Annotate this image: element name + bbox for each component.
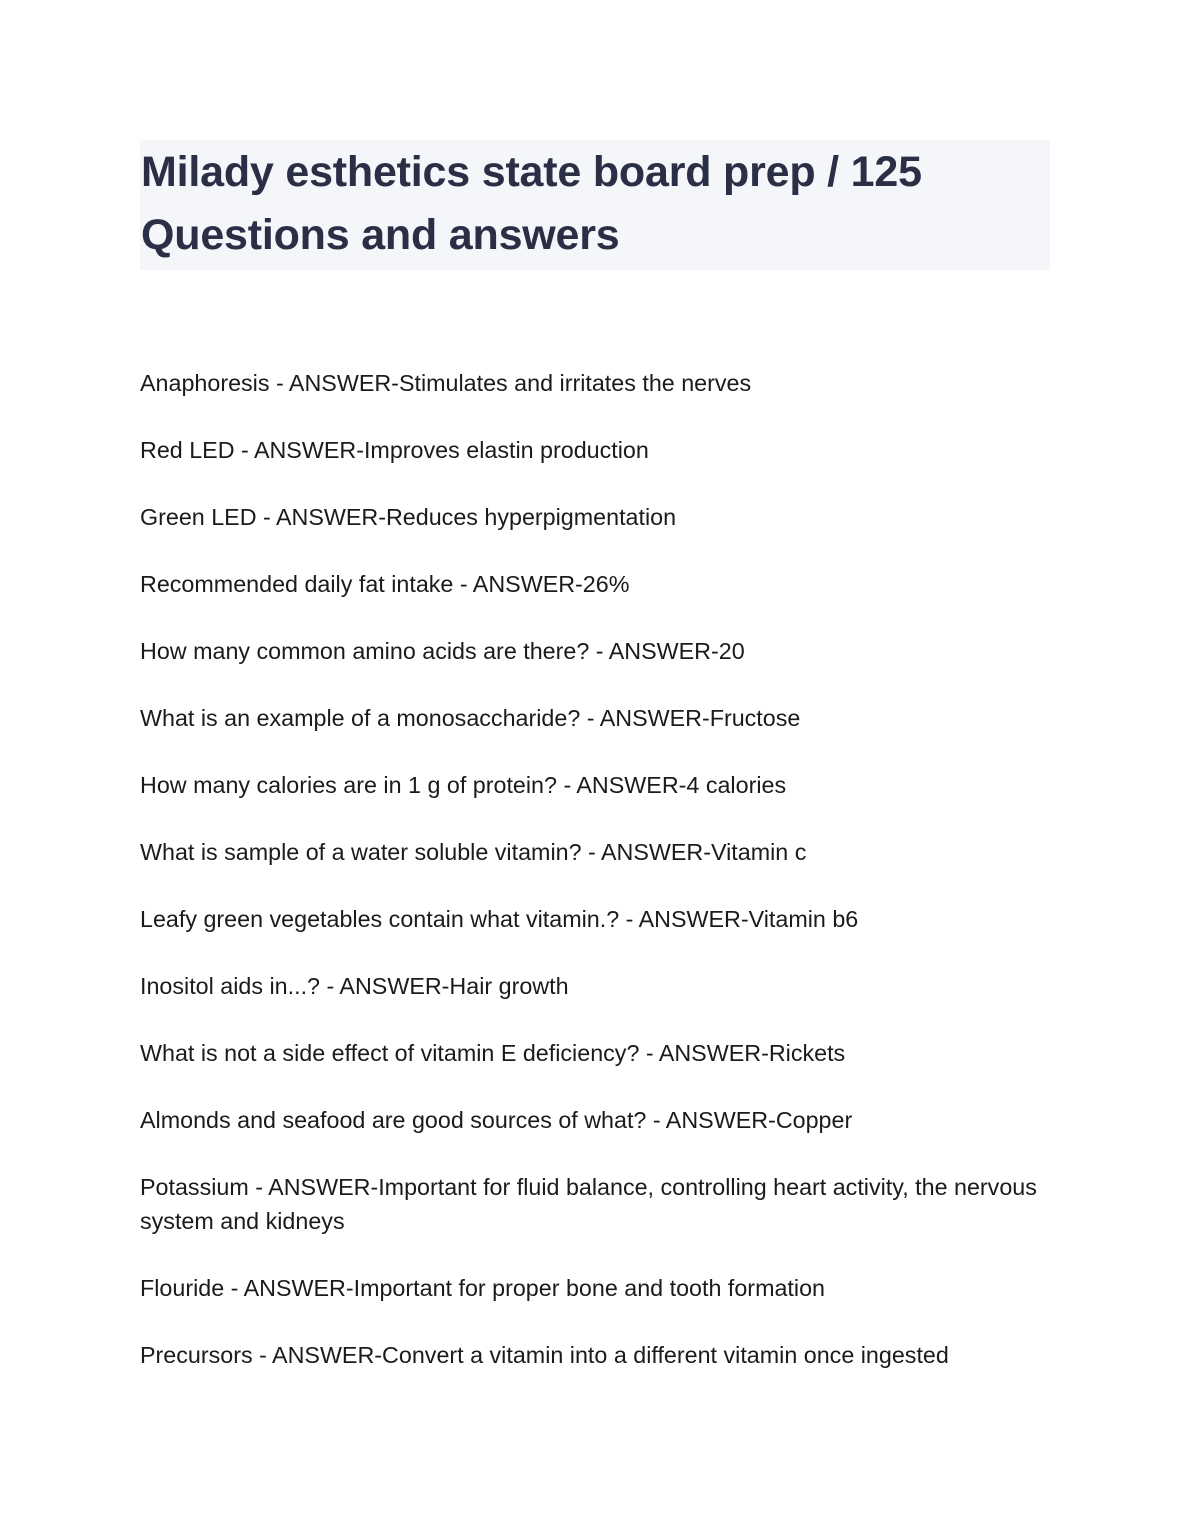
qa-item: Leafy green vegetables contain what vitamin.? - ANSWER-Vitamin b6 (140, 906, 859, 932)
qa-item: Red LED - ANSWER-Improves elastin production (140, 437, 649, 463)
qa-item: What is not a side effect of vitamin E deficiency? - ANSWER-Rickets (140, 1040, 846, 1066)
qa-item: How many calories are in 1 g of protein? - ANSWER-4 calories (140, 772, 787, 798)
title-banner (140, 140, 1050, 270)
qa-item: What is sample of a water soluble vitamin? - ANSWER-Vitamin c (140, 839, 807, 865)
qa-item: Almonds and seafood are good sources of what? - ANSWER-Copper (140, 1107, 853, 1133)
qa-item: Potassium - ANSWER-Important for fluid balance, controlling heart activity, the nervous system and kidneys (140, 1174, 1037, 1234)
qa-list (140, 367, 1040, 1406)
qa-item: Flouride - ANSWER-Important for proper bone and tooth formation (140, 1274, 825, 1301)
qa-item: Anaphoresis - ANSWER-Stimulates and irritates the nerves (140, 370, 752, 396)
qa-item: Precursors - ANSWER-Convert a vitamin into a different vitamin once ingested (140, 1341, 949, 1368)
qa-item: How many common amino acids are there? - ANSWER-20 (140, 638, 745, 664)
qa-item: Green LED - ANSWER-Reduces hyperpigmentation (140, 504, 677, 530)
qa-item: What is an example of a monosaccharide? - ANSWER-Fructose (140, 705, 801, 731)
qa-item: Recommended daily fat intake - ANSWER-26% (140, 571, 630, 597)
qa-item: Inositol aids in...? - ANSWER-Hair growth (140, 973, 569, 999)
page-title: Milady esthetics state board prep / 125 Questions and answers (141, 148, 922, 259)
